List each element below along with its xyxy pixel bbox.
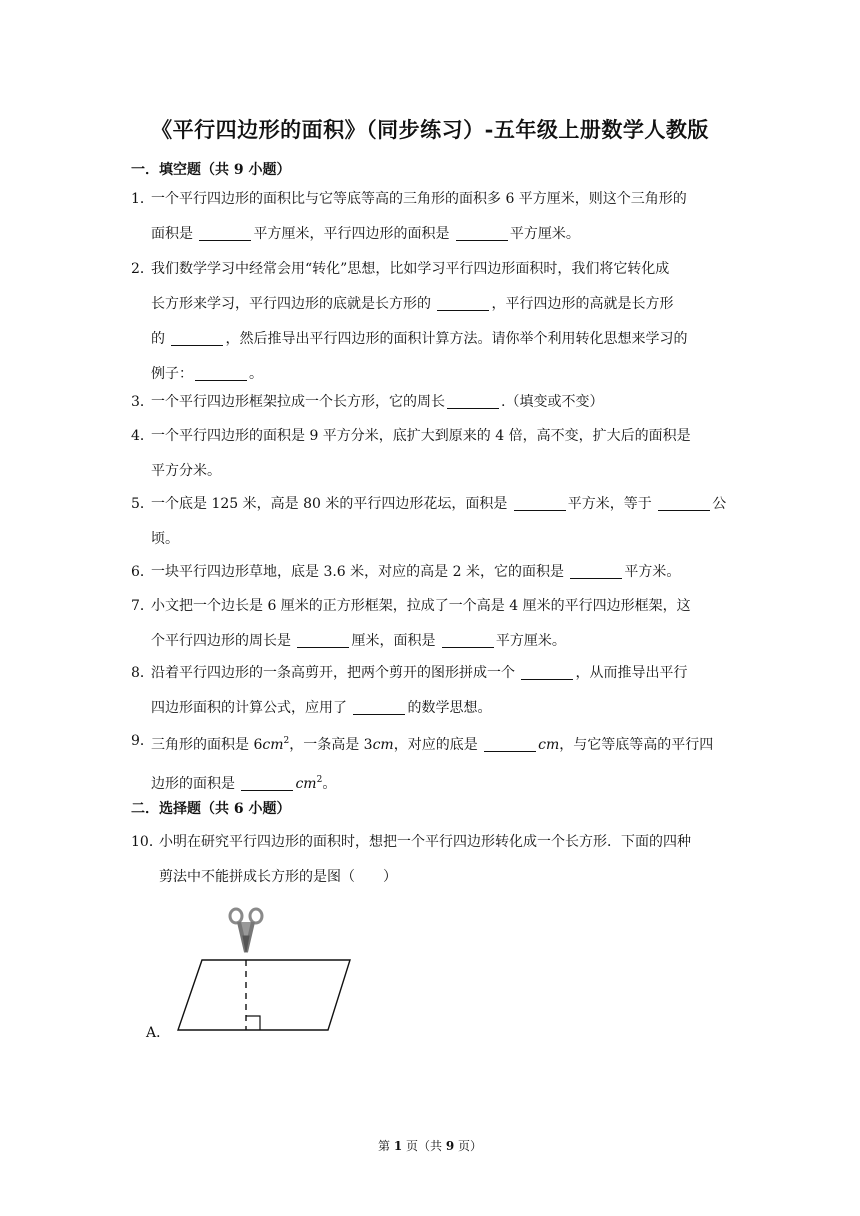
question-text: 我们数学学习中经常会用“转化”思想，比如学习平行四边形面积时，我们将它转化成 (151, 261, 670, 277)
question-text: 长方形来学习，平行四边形的底就是长方形的 (151, 296, 436, 312)
question-text: 三角形的面积是 6 (151, 737, 263, 753)
question-text: ，对应的底是 (393, 737, 483, 753)
question-4 (131, 419, 731, 489)
answer-blank[interactable] (514, 494, 566, 511)
answer-blank[interactable] (195, 364, 247, 381)
question-text: 小文把一个边长是 6 厘米的正方形框架，拉成了一个高是 4 厘米的平行四边形框架，这 (151, 598, 691, 614)
question-text: 四边形面积的计算公式，应用了 (151, 700, 352, 716)
answer-blank[interactable] (484, 735, 536, 752)
superscript: 2 (283, 736, 290, 746)
question-text: 一个平行四边形的面积比与它等底等高的三角形的面积多 6 平方厘米，则这个三角形的 (151, 191, 687, 207)
question-text: 平方米，等于 (567, 496, 657, 512)
footer-text: 第 (377, 1139, 394, 1153)
answer-blank[interactable] (297, 631, 349, 648)
footer-text: 页（共 (402, 1139, 446, 1153)
question-text: 平方厘米，平行四边形的面积是 (253, 226, 454, 242)
answer-blank[interactable] (199, 224, 251, 241)
question-text: 一块平行四边形草地，底是 3.6 米，对应的高是 2 米，它的面积是 (151, 564, 569, 580)
question-text: 剪法中不能拼成长方形的是图（ ） (159, 869, 397, 885)
question-text: 面积是 (151, 226, 198, 242)
question-text: .（填变或不变） (501, 394, 604, 410)
question-number: 10． (131, 834, 163, 850)
question-text: ，平行四边形的高就是长方形 (491, 296, 674, 312)
unit-text: cm (372, 737, 394, 753)
question-text: 小明在研究平行四边形的面积时，想把一个平行四边形转化成一个长方形．下面的四种 (159, 834, 691, 850)
page-total: 9 (445, 1139, 455, 1153)
question-10 (131, 825, 731, 895)
question-number: 2． (131, 261, 154, 277)
question-text: 一个平行四边形框架拉成一个长方形，它的周长 (151, 394, 445, 410)
answer-blank[interactable] (241, 774, 293, 791)
scissors-icon (230, 909, 262, 952)
unit-text: cm (538, 737, 560, 753)
answer-blank[interactable] (521, 663, 573, 680)
question-text: 的 (151, 331, 170, 347)
question-number: 9． (131, 733, 154, 749)
question-3 (131, 385, 731, 420)
question-text: 公 (712, 496, 727, 512)
question-number: 7． (131, 598, 154, 614)
question-text: ，然后推导出平行四边形的面积计算方法。请你举个利用转化思想来学习的 (225, 331, 688, 347)
question-text: 个平行四边形的周长是 (151, 633, 296, 649)
question-text: ，从而推导出平行 (575, 665, 688, 681)
question-text: 。 (249, 366, 263, 382)
question-number: 6． (131, 564, 154, 580)
question-text: 沿着平行四边形的一条高剪开，把两个剪开的图形拼成一个 (151, 665, 520, 681)
answer-blank[interactable] (171, 329, 223, 346)
question-text: 顷。 (151, 531, 179, 547)
section-fill-in: 一．填空题（共 9 小题） (131, 162, 291, 178)
question-text: 平方分米。 (151, 463, 221, 479)
question-text: 平方厘米。 (495, 633, 566, 649)
answer-blank[interactable] (456, 224, 508, 241)
answer-blank[interactable] (437, 294, 489, 311)
question-text: 。 (322, 776, 337, 792)
question-text: 厘米，面积是 (351, 633, 440, 649)
footer-text: 页） (454, 1139, 482, 1153)
question-number: 8． (131, 665, 154, 681)
option-a-label: A． (146, 1025, 171, 1041)
question-text: ，与它等底等高的平行四 (559, 737, 714, 753)
question-9 (131, 724, 731, 802)
option-a-figure[interactable] (146, 900, 366, 1050)
question-1 (131, 182, 731, 252)
answer-blank[interactable] (442, 631, 494, 648)
superscript: 2 (316, 775, 323, 785)
unit-text: cm (295, 776, 317, 792)
right-angle-mark (246, 1016, 260, 1030)
question-8 (131, 656, 731, 726)
question-text: 平方厘米。 (509, 226, 580, 242)
answer-blank[interactable] (447, 392, 499, 409)
question-number: 5． (131, 496, 154, 512)
parallelogram-shape (178, 960, 350, 1030)
unit-text: cm (262, 737, 284, 753)
question-5 (131, 487, 731, 557)
question-number: 1． (131, 191, 154, 207)
answer-blank[interactable] (353, 698, 405, 715)
question-text: 平方米。 (624, 564, 681, 580)
section-multiple-choice: 二．选择题（共 6 小题） (131, 801, 291, 817)
question-text: 边形的面积是 (151, 776, 240, 792)
page-number: 1 (393, 1139, 403, 1153)
question-text: 一个底是 125 米，高是 80 米的平行四边形花坛，面积是 (151, 496, 512, 512)
parallelogram-diagram (146, 900, 366, 1050)
answer-blank[interactable] (658, 494, 710, 511)
question-text: ，一条高是 3 (289, 737, 373, 753)
question-text: 例子： (151, 366, 193, 382)
question-number: 3． (131, 394, 154, 410)
page-title: 《平行四边形的面积》（同步练习）-五年级上册数学人教版 (151, 117, 709, 142)
answer-blank[interactable] (570, 562, 622, 579)
question-2 (131, 252, 731, 392)
page-footer (0, 1137, 860, 1154)
question-text: 一个平行四边形的面积是 9 平方分米，底扩大到原来的 4 倍，高不变，扩大后的面积是 (151, 428, 691, 444)
question-6 (131, 555, 731, 590)
question-7 (131, 589, 731, 659)
question-number: 4． (131, 428, 154, 444)
question-text: 的数学思想。 (407, 700, 492, 716)
